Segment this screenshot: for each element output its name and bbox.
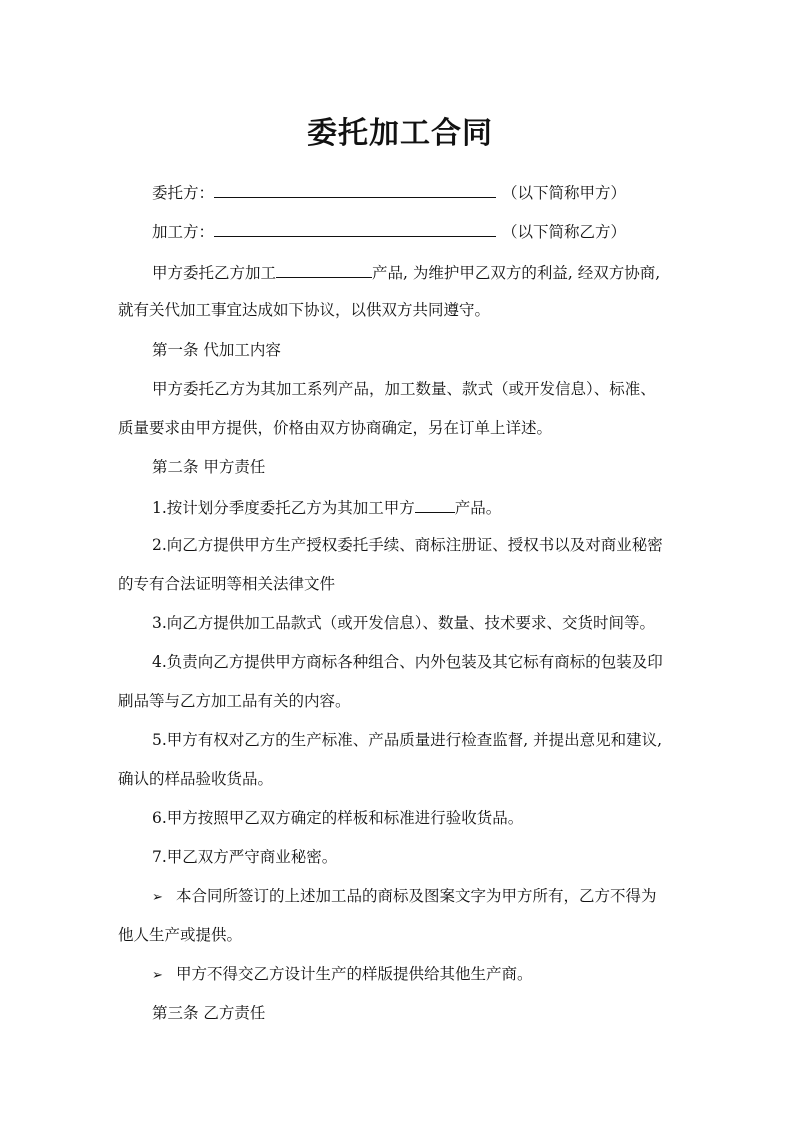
article-2-heading: 第二条 甲方责任 (152, 458, 266, 476)
intro-line-2: 就有关代加工事宜达成如下协议，以供双方共同遵守。 (118, 301, 491, 319)
bullet-1-line-1 (152, 886, 657, 908)
party-a-blank (214, 181, 496, 198)
article-2-item-4-line-2: 刷品等与乙方加工品有关的内容。 (118, 692, 351, 710)
item-1-text-b: 产品。 (454, 499, 502, 517)
article-1-text-1: 甲方委托乙方为其加工系列产品，加工数量、款式（或开发信息）、标准、 (152, 380, 656, 398)
article-2-item-5-line-1: 5.甲方有权对乙方的生产标准、产品质量进行检查监督, 并提出意见和建议, (152, 731, 663, 749)
party-b-note: （以下简称乙方） (502, 223, 627, 241)
article-3-heading: 第三条 乙方责任 (152, 1004, 266, 1022)
article-2-item-1 (152, 496, 501, 518)
arrow-bullet-icon: ➢ (152, 890, 163, 905)
intro-text-a: 甲方委托乙方加工 (152, 264, 277, 282)
bullet-1-line-2: 他人生产或提供。 (118, 926, 243, 944)
article-2-item-2-line-2: 的专有合法证明等相关法律文件 (118, 575, 336, 593)
bullet-1-text: 本合同所签订的上述加工品的商标及图案文字为甲方所有，乙方不得为 (176, 887, 657, 905)
intro-line-1 (152, 261, 660, 283)
article-1-text-2: 质量要求由甲方提供，价格由双方协商确定，另在订单上详述。 (118, 419, 553, 437)
article-2-item-2-line-1: 2.向乙方提供甲方生产授权委托手续、商标注册证、授权书以及对商业秘密 (152, 536, 663, 554)
party-a-line (152, 181, 626, 203)
article-2-item-4-line-1: 4.负责向乙方提供甲方商标各种组合、内外包装及其它标有商标的包装及印 (152, 653, 663, 671)
article-2-item-6: 6.甲方按照甲乙双方确定的样板和标准进行验收货品。 (152, 809, 524, 827)
article-2-item-5-line-2: 确认的样品验收货品。 (118, 770, 274, 788)
article-1-heading: 第一条 代加工内容 (152, 341, 281, 359)
bullet-2-line (152, 964, 533, 986)
party-a-label: 委托方： (152, 184, 215, 202)
arrow-bullet-icon: ➢ (152, 968, 163, 983)
intro-text-b: 产品, 为维护甲乙双方的利益, 经双方协商, (372, 264, 661, 282)
article-2-item-3: 3.向乙方提供加工品款式（或开发信息）、数量、技术要求、交货时间等。 (152, 614, 656, 632)
article-2-item-7: 7.甲乙双方严守商业秘密。 (152, 848, 338, 866)
party-b-line (152, 220, 626, 242)
party-b-label: 加工方： (152, 223, 215, 241)
item-1-text-a: 1.按计划分季度委托乙方为其加工甲方 (152, 499, 415, 517)
party-a-note: （以下简称甲方） (502, 184, 627, 202)
item-1-blank (415, 496, 455, 513)
bullet-2-text: 甲方不得交乙方设计生产的样版提供给其他生产商。 (176, 965, 533, 983)
product-blank (276, 261, 372, 278)
document-title: 委托加工合同 (307, 116, 493, 151)
party-b-blank (214, 220, 496, 237)
